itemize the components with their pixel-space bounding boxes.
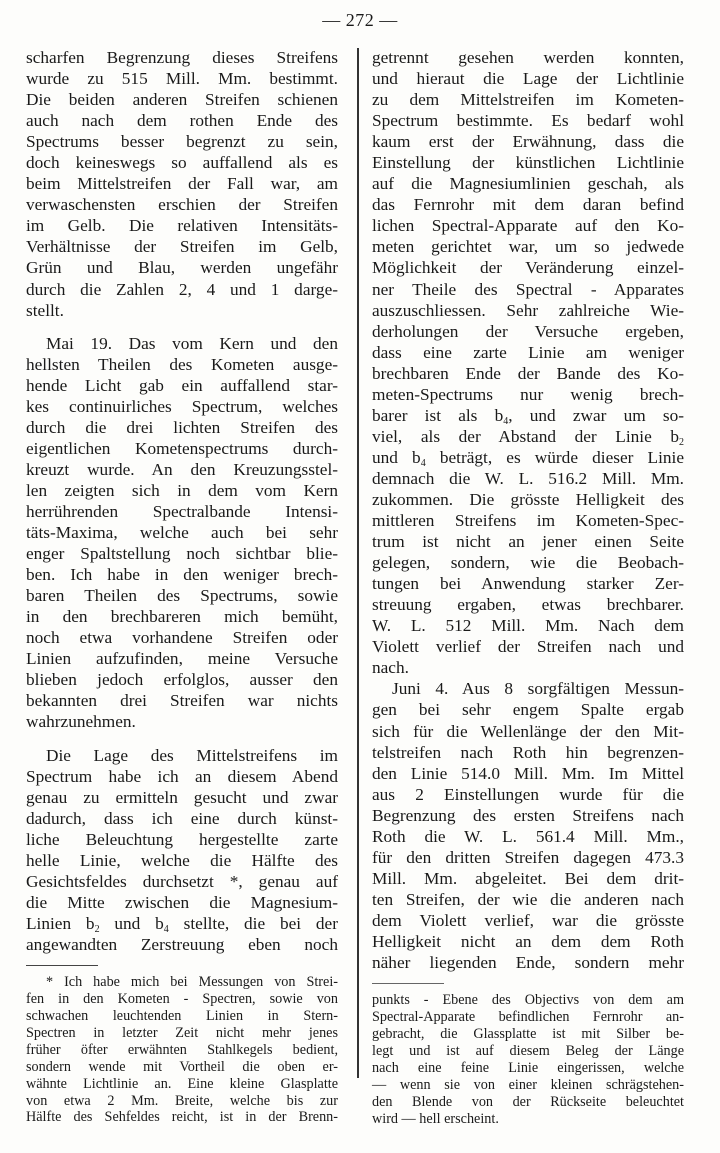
text-line: Spectrum bestimmte. Es bedarf wohl (372, 111, 684, 131)
text-line: Roth die W. L. 561.4 Mill. Mm., (372, 826, 684, 846)
text-line: Violett verlief der Streifen nach und (372, 637, 684, 657)
text-line: von etwa 2 Mm. Breite, welche bis zur (26, 1092, 338, 1109)
paragraph (372, 47, 684, 678)
footnote-continued (372, 992, 684, 1127)
text-line: helle Linie, welche die Hälfte des (26, 850, 338, 870)
text-line: beim Mittelstreifen der Fall war, am (26, 174, 338, 194)
text-line: ner Theile des Spectral - Apparates (372, 279, 684, 299)
paragraph (372, 678, 684, 973)
text-line: wahrzunehmen. (26, 712, 136, 732)
paragraph (26, 47, 338, 321)
text-line: auszuschliessen. Sehr zahlreiche Wie- (372, 300, 684, 320)
text-line: und $b_4$ beträgt, es würde dieser Linie (372, 447, 684, 469)
text-line: gebracht, die Glassplatte ist mit Silber be- (372, 1026, 684, 1043)
text-line: * Ich habe mich bei Messungen von Strei- (46, 974, 338, 991)
text-line: doch keineswegs so auffallend als es (26, 153, 338, 173)
footnote (26, 974, 338, 1126)
text-line: stellt. (26, 300, 64, 320)
text-line: wird — hell erscheint. (372, 1110, 499, 1127)
text-line: trum ist nicht an jener einen Seite (372, 532, 684, 552)
text-line: punkts - Ebene des Objectivs von dem am (372, 992, 684, 1009)
text-line: dass eine zarte Linie am weniger (372, 342, 684, 362)
text-line: sondern wende mit Vortheil die oben er- (26, 1058, 338, 1075)
text-line: Begrenzung des ersten Streifens nach (372, 805, 684, 825)
text-line: kreuzt wurde. An den Kreuzungsstel- (26, 459, 338, 479)
text-line: telstreifen nach Roth hin begrenzen- (372, 742, 684, 762)
text-line: kaum erst der Erwähnung, dass die (372, 132, 684, 152)
text-line: meten gerichtet war, um so jedwede (372, 237, 684, 257)
footnote-separator (26, 965, 98, 966)
text-line: dadurch, dass ich eine durch künst- (26, 808, 338, 828)
text-line: gelegen, sondern, wie die Beobach- (372, 553, 684, 573)
text-line: Spectrum habe ich an diesem Abend (26, 766, 338, 786)
text-line: Spectren in letzter Zeit nicht mehr jenes (26, 1024, 338, 1041)
text-line: in den brechbareren mich bemüht, (26, 607, 338, 627)
text-line: zu dem Mittelstreifen im Kometen- (372, 90, 684, 110)
text-line: aus 2 Einstellungen wurde für die (372, 784, 684, 804)
text-line: nach. (372, 658, 409, 678)
text-line: — wenn sie von einer kleinen schrägstehen- (372, 1076, 684, 1093)
right-column (372, 47, 684, 1127)
text-line: fen in den Kometen - Spectren, sowie von (26, 991, 338, 1008)
text-line: zukommen. Die grösste Helligkeit des (372, 489, 684, 509)
text-line: scharfen Begrenzung dieses Streifens (26, 48, 338, 67)
text-line: len zeigten sich in dem vom Kern (26, 480, 338, 500)
text-line: schwachen leuchtenden Linien in Stern- (26, 1008, 338, 1025)
text-line: noch etwa vorhandene Streifen oder (26, 628, 338, 648)
paragraph (26, 333, 338, 733)
text-line: W. L. 512 Mill. Mm. Nach dem (372, 616, 684, 636)
text-line: näher liegenden Ende, sondern mehr (372, 953, 684, 973)
text-line: Einstellung der künstlichen Lichtlinie (372, 153, 684, 173)
text-line: nach eine feine Linie eingerissen, welche (372, 1059, 684, 1076)
text-line: im Gelb. Die relativen Intensitäts- (26, 216, 338, 236)
text-line: täts-Maxima, welche auch bei sehr (26, 523, 338, 543)
text-line: derholungen der Versuche ergeben, (372, 321, 684, 341)
text-line: Gesichtsfeldes durchsetzt *, genau auf (26, 871, 338, 891)
text-line: enger Spaltstellung noch sichtbar blie- (26, 544, 338, 564)
text-line: demnach die W. L. 516.2 Mill. Mm. (372, 468, 684, 488)
text-line: verwaschensten erschien der Streifen (26, 195, 338, 215)
column-divider (357, 48, 359, 1078)
text-line: meten-Spectrums nur wenig brech- (372, 384, 684, 404)
text-line: den Linie 514.0 Mill. Mm. Im Mittel (372, 763, 684, 783)
text-line: gen bei sehr engem Spalte ergab (372, 700, 684, 720)
text-line: herrührenden Spectralbande Intensi- (26, 501, 338, 521)
text-line: lichen Spectral-Apparate auf den Ko- (372, 216, 684, 236)
page-number: — 272 — (322, 10, 398, 30)
text-line: bekannten drei Streifen war nichts (26, 691, 338, 711)
text-line: hellsten Theilen des Kometen ausge- (26, 354, 338, 374)
text-line: früher öfter erwähnten Stahlkegels bedient, (26, 1041, 338, 1058)
text-line: hende Licht gab ein auffallend star- (26, 375, 338, 395)
left-column (26, 47, 338, 1126)
text-line: barer ist als $b_4$, und zwar um so- (372, 405, 684, 427)
text-line: legt und ist auf diesem Beleg der Länge (372, 1043, 684, 1060)
text-line: liche Beleuchtung hergestellte zarte (26, 829, 338, 849)
text-line: auch nach dem rothen Ende des (26, 111, 338, 131)
text-line: für den dritten Streifen dagegen 473.3 (372, 847, 684, 867)
text-line: wähnte Lichtlinie an. Eine kleine Glasplatte (26, 1075, 338, 1092)
paragraph (26, 745, 338, 955)
text-line: Linien aufzufinden, meine Versuche (26, 649, 338, 669)
text-line: Möglichkeit der Veränderung einzel- (372, 258, 684, 278)
text-line: Juni 4. Aus 8 sorgfältigen Messun- (392, 679, 684, 699)
text-line: brechbaren Ende der Bande des Ko- (372, 363, 684, 383)
text-line: genau zu ermitteln gesucht und zwar (26, 787, 338, 807)
text-line: sich für die Wellenlänge der den Mit- (372, 721, 684, 741)
text-line: Verhältnisse der Streifen im Gelb, (26, 237, 338, 257)
text-line: eigentlichen Kometenspectrums durch- (26, 438, 338, 458)
text-line: den Blende von der Rückseite beleuchtet (372, 1093, 684, 1110)
footnote-separator (372, 983, 444, 984)
text-line: getrennt gesehen werden konnten, (372, 48, 684, 67)
text-line: angewandten Zerstreuung eben noch (26, 934, 338, 954)
text-line: dem Violett verlief, war die grösste (372, 910, 684, 930)
text-line: mittleren Streifens im Kometen-Spec- (372, 511, 684, 531)
text-line: wurde zu 515 Mill. Mm. bestimmt. (26, 69, 338, 89)
text-line: das Fernrohr mit dem daran befind (372, 195, 684, 215)
text-line: und hieraut die Lage der Lichtlinie (372, 69, 684, 89)
text-line: Die beiden anderen Streifen schienen (26, 90, 338, 110)
text-line: Helligkeit nicht an dem dem Roth (372, 931, 684, 951)
text-line: Spectrums besser begrenzt zu sein, (26, 132, 338, 152)
text-line: Spectral-Apparate befindlichen Fernrohr an- (372, 1009, 684, 1026)
text-line: auf die Magnesiumlinien geschah, als (372, 174, 684, 194)
text-line: Mai 19. Das vom Kern und den (46, 333, 338, 353)
text-line: baren Theilen des Spectrums, sowie (26, 586, 338, 606)
text-line: ben. Ich habe in den weniger brech- (26, 565, 338, 585)
text-line: blieben jedoch erfolglos, ausser den (26, 670, 338, 690)
text-line: Grün und Blau, werden ungefähr (26, 258, 338, 278)
text-line: streuung ergaben, etwas brechbarer. (372, 595, 684, 615)
text-line: Hälfte des Sehfeldes reicht, ist in der Brenn- (26, 1109, 338, 1126)
text-line: viel, als der Abstand der Linie $b_2$ (372, 426, 684, 448)
text-line: ten Streifen, der wie die anderen nach (372, 889, 684, 909)
text-line: tungen bei Anwendung starker Zer- (372, 574, 684, 594)
text-line: durch die Zahlen 2, 4 und 1 darge- (26, 279, 338, 299)
text-line: Die Lage des Mittelstreifens im (46, 745, 338, 765)
text-line: die Mitte zwischen die Magnesium- (26, 892, 338, 912)
text-line: kes continuirliches Spectrum, welches (26, 396, 338, 416)
text-line: durch die drei lichten Streifen des (26, 417, 338, 437)
text-line: Mill. Mm. abgeleitet. Bei dem drit- (372, 868, 684, 888)
text-line: Linien $b_2$ und $b_4$ stellte, die bei der (26, 913, 338, 935)
